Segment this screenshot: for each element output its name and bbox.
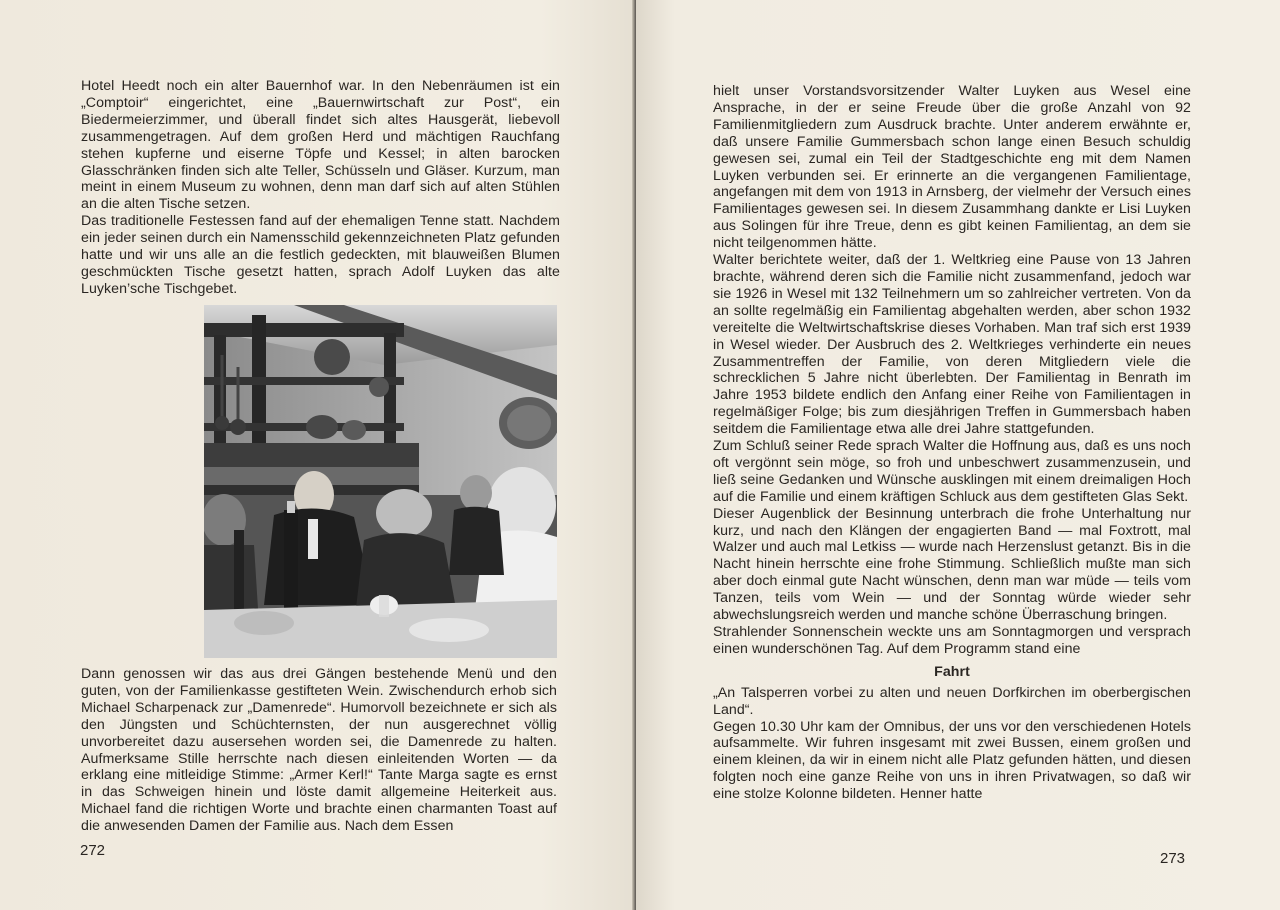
page-number-right: 273	[1160, 850, 1186, 867]
section-heading: Fahrt	[934, 663, 970, 680]
paragraph: „An Talsperren vorbei zu alten und neuen Dorfkirchen im oberbergischen Land“.	[713, 684, 1191, 718]
photograph	[204, 305, 557, 658]
paragraph: Das traditionelle Festessen fand auf der ehemaligen Tenne statt. Nachdem ein jeder seinen durch ein Namensschild gekennzeichneten Platz gefunden hatte und wir uns alle an die festlich gedeckten, mit blauweißen Blumen geschmückten Tische gesetzt hatten, sprach Adolf Luyken das alte Luyken’sche Tischgebet.	[81, 213, 560, 297]
paragraph: Strahlender Sonnenschein weckte uns am Sonntagmorgen und versprach einen wunderschönen Tag. Auf dem Programm stand eine	[713, 624, 1191, 657]
left-page	[0, 0, 636, 910]
left-top-text	[81, 78, 560, 298]
left-bottom-text	[81, 666, 557, 835]
right-text	[713, 83, 1191, 803]
paragraph: Dann genossen wir das aus drei Gängen bestehende Menü und den guten, von der Familienkasse gestifteten Wein. Zwischendurch erhob sich Michael Scharpenack zur „Damenrede“. Humorvoll bezeichnete er sich als den Jüngsten und Schüchternsten, der nun ausgerechnet völlig unvorbereitet dazu ausersehen worden sei, die Damenrede zu halten. Aufmerksame Stille herrschte nach diesen einleitenden Worten — da erklang eine mitleidige Stimme: „Armer Kerl!“ Tante Marga sagte es ernst in das Schweigen hinein und löste damit allgemeine Heiterkeit aus. Michael fand die richtigen Worte und brachte einen charmanten Toast auf die anwesenden Damen der Familie aus. Nach dem Essen	[81, 666, 557, 835]
paragraph: Hotel Heedt noch ein alter Bauernhof war. In den Nebenräumen ist ein „Comptoir“ eingerichtet, eine „Bauernwirtschaft zur Post“, ein Biedermeierzimmer, und überall findet sich altes Hausgerät, liebevoll zusammengetragen. Auf dem großen Herd und mächtigen Rauchfang stehen kupferne und eiserne Töpfe und Kessel; in alten barocken Glasschränken finden sich alte Teller, Schüsseln und Gläser. Kurzum, man meint in einem Museum zu wohnen, denn man darf sich auf alten Stühlen an die alten Tische setzen.	[81, 78, 560, 213]
paragraph: Zum Schluß seiner Rede sprach Walter die Hoffnung aus, daß es uns noch oft vergönnt sein möge, so froh und unbeschwert zusammenzusein, und ließ seine Gedanken und Wünsche ausklingen mit einem dreimaligen Hoch auf die Familie und einem kräftigen Schluck aus dem gestifteten Glas Sekt.	[713, 438, 1191, 505]
festive-dinner-photo	[204, 305, 557, 658]
paragraph: Walter berichtete weiter, daß der 1. Weltkrieg eine Pause von 13 Jahren brachte, während deren sich die Familie nicht zusammenfand, jedoch war sie 1926 in Wesel mit 132 Teilnehmern um so zahlreicher vertreten. Von da an sollte regelmäßig ein Familientag abgehalten werden, aber schon 1932 vereitelte die Weltwirtschaftskrise dieses Vorhaben. Man traf sich erst 1939 in Wesel wieder. Der Ausbruch des 2. Weltkrieges verhinderte ein neues Zusammentreffen der Familie, von deren Mitgliedern viele die schrecklichen 5 Jahre nicht überlebten. Der Familientag in Benrath im Jahre 1953 bildete endlich den Anfang einer Reihe von Familientagen in regelmäßiger Folge; bis zum diesjährigen Treffen in Gummersbach haben seitdem die Familientage etwa alle drei Jahre stattgefunden.	[713, 252, 1191, 438]
page-number-left: 272	[80, 842, 106, 859]
paragraph: Dieser Augenblick der Besinnung unterbrach die frohe Unterhaltung nur kurz, und nach den Klängen der engagierten Band — mal Foxtrott, mal Walzer und auch mal Letkiss — wurde nach Herzenslust getanzt. Bis in die Nacht hinein herrschte eine frohe Stimmung. Schließlich mußte man sich aber doch einmal gute Nacht wünschen, denn man war müde — teils vom Tanzen, teils vom Wein — und der Sonntag würde wieder sehr abwechslungsreich werden und manche schöne Überraschung bringen.	[713, 505, 1191, 624]
paragraph: Gegen 10.30 Uhr kam der Omnibus, der uns vor den verschiedenen Hotels aufsammelte. Wir fuhren insgesamt mit zwei Bussen, einem großen und einem kleinen, da wir in einem nicht alle Platz gefunden hätten, und diesen folgten noch eine ganze Reihe von uns in ihren Privatwagen, so daß wir eine stolze Kolonne bildeten. Henner hatte	[713, 718, 1191, 803]
paragraph: hielt unser Vorstandsvorsitzender Walter Luyken aus Wesel eine Ansprache, in der er seine Freude über die große Anzahl von 92 Familienmitgliedern zum Ausdruck brachte. Unter anderem erwähnte er, daß unsere Familie Gummersbach schon lange einen Besuch schuldig gewesen sei, zumal ein Teil der Stadtgeschichte eng mit dem Namen Luyken verbunden sei. Er erinnerte an die vergangenen Familientage, angefangen mit dem von 1913 in Arnsberg, der vielmehr der Versuch eines Familientages gewesen sei. In diesem Zusammhang dankte er Lisi Luyken aus Solingen für ihre Treue, denn es gibt keinen Familientag, an dem sie nicht teilgenommen hätte.	[713, 83, 1191, 252]
